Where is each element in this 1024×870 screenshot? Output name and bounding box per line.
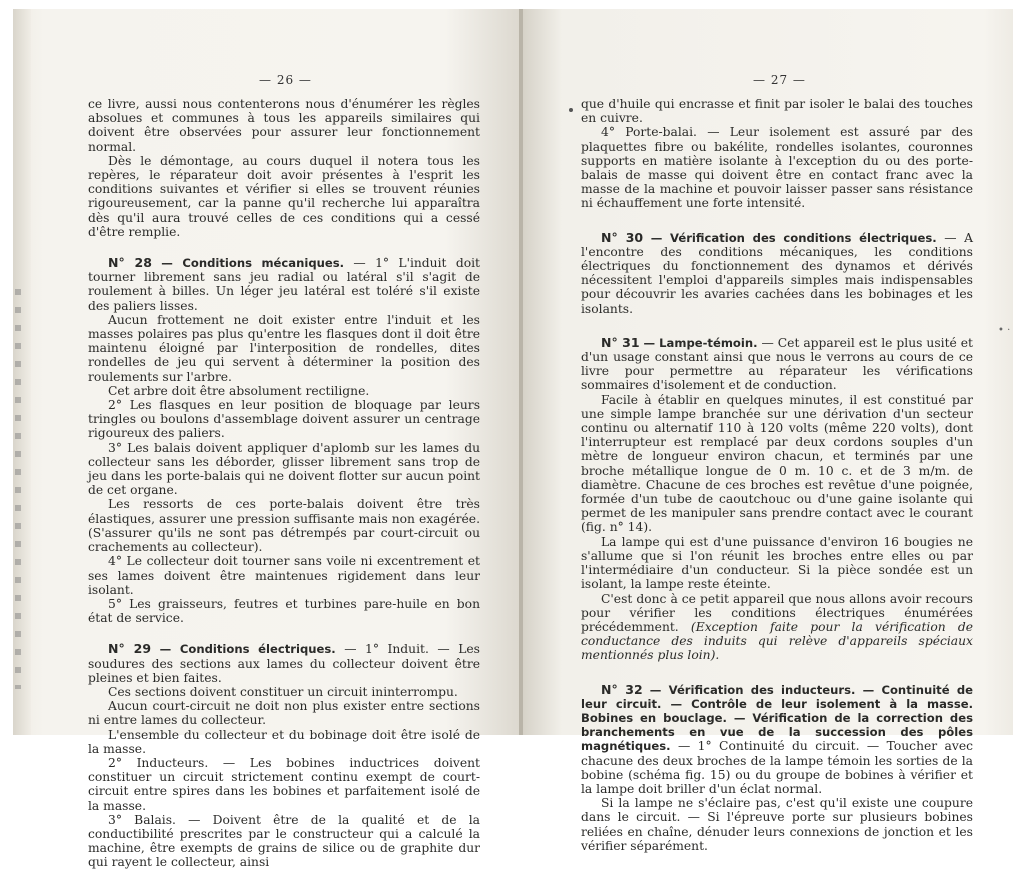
section-number: N° 29 (108, 641, 152, 657)
paragraph: 2° Inducteurs. — Les bobines inductrices doivent constituer un circuit strictement continu exempt de court-circuit entre spires dans les bobines et parfaitement isolé de la masse. (88, 755, 480, 813)
section-29-intro (88, 642, 480, 685)
section-text: — Cet appareil est le plus usité et d'un usage constant ainsi que nous le verrons au cours de ce livre pour permettre au réparateur les vérifications sommaires d'isolement et de conduction. (581, 335, 973, 393)
paragraph: Facile à établir en quelques minutes, il est constitué par une simple lampe branchée sur une dérivation d'un secteur continu ou alternatif 110 à 120 volts (même 220 volts), dont l'interrupteur est remplacé par deux cordons souples d'un mètre de longueur environ chacun, et terminés par une broche métallique longue de 0 m. 10 c. et de 3 m/m. de diamètre. Chacune de ces broches est revêtue d'une poignée, formée d'un tube de caoutchouc ou d'une gaine isolante qui permet de les manipuler sans prendre contact avec le courant (fig. n° 14). (581, 392, 973, 535)
section-number: N° 32 (601, 681, 643, 697)
paragraph: L'ensemble du collecteur et du bobinage doit être isolé de la masse. (88, 727, 480, 756)
section-number: N° 30 (601, 229, 644, 245)
paragraph: Cet arbre doit être absolument rectiligne. (108, 383, 370, 398)
paragraph: 4° Porte-balai. — Leur isolement est assuré par des plaquettes fibre ou bakélite, rondelles isolantes, couronnes supports en matière isolante à l'exception du ou des porte-balais de masse qui doivent être en contact franc avec la masse de la machine et pouvoir laisser passer sans résistance ni échauffement une forte intensité. (581, 125, 973, 211)
paragraph: La lampe qui est d'une puissance d'environ 16 bougies ne s'allume que si l'on réunit les broches entre elles ou par l'intermédiaire d'un conducteur. Si la pièce sondée est un isolant, la lampe reste éteinte. (581, 534, 973, 592)
paragraph: Si la lampe ne s'éclaire pas, c'est qu'il existe une coupure dans le circuit. — Si l'épreuve porte sur plusieurs bobines reliées en chaîne, dénuder leurs connexions de jonction et les vérifier séparément. (581, 796, 973, 853)
ink-dot (569, 108, 573, 112)
paragraph (581, 592, 973, 663)
left-page (13, 9, 521, 870)
page-number: — 26 — (259, 73, 312, 87)
section-text: — A l'encontre des conditions mécaniques, les conditions électriques du fonctionnement des dynamos et dérivés nécessitent l'emploi d'appareils simples mais indispensables pour découvrir les avaries cachées dans les bobinages et les isolants. (581, 230, 973, 316)
section-30-intro (581, 231, 973, 316)
ink-specks: • · (998, 325, 1011, 336)
right-text-column (581, 97, 973, 853)
paragraph: 3° Balais. — Doivent être de la qualité et de la conductibilité prescrites par le constructeur qui a calculé la machine, être exempts de grains de silice ou de graphite dur qui rayent le collecteur, ainsi (88, 812, 480, 870)
section-number: N° 31 (601, 334, 640, 350)
paragraph: Les ressorts de ces porte-balais doivent être très élastiques, assurer une pression suffisante mais non exagérée. (S'assurer qu'ils ne sont pas détrempés par court-circuit ou crachements au collecteur). (88, 497, 480, 555)
paragraph: 2° Les flasques en leur position de bloquage par leurs tringles ou boulons d'assemblage doivent assurer un centrage rigoureux des paliers. (88, 398, 480, 441)
paragraph: Aucun court-circuit ne doit non plus exister entre sections ni entre lames du collecteur. (88, 699, 480, 728)
section-text: — 1° Induit. — Les soudures des sections aux lames du collecteur doivent être pleines et bien faites. (88, 642, 480, 685)
left-text-column (88, 97, 480, 870)
paragraph: 3° Les balais doivent appliquer d'aplomb sur les lames du collecteur sans les déborder, glisser librement sans trop de jeu dans les porte-balais qui ne doivent flotter sur aucun point de cet organe. (88, 440, 480, 498)
paragraph: 5° Les graisseurs, feutres et turbines pare-huile en bon état de service. (88, 596, 480, 626)
book-spread (13, 9, 1013, 870)
paragraph: Ces sections doivent constituer un circuit ininterrompu. (108, 684, 458, 699)
section-title: — Conditions mécaniques. (161, 256, 345, 271)
section-text: — 1° Continuité du circuit. — Toucher avec chacune des deux broches de la lampe témoin les sorties de la bobine (schéma fig. 15) ou du groupe de bobines à vérifier et la lampe doit briller d'un éclat normal. (581, 739, 973, 796)
paragraph-text: C'est donc à ce petit appareil que nous allons avoir recours pour vérifier les conditions électriques énumérées précédemment. (581, 591, 973, 634)
section-number: N° 28 (108, 255, 152, 271)
section-28-intro (88, 256, 480, 313)
page-number: — 27 — (753, 73, 806, 87)
section-title: — Vérification des inducteurs. — Continuité de leur circuit. — Contrôle de leur isolement à la masse. Bobines en bouclage. — Vérification de la correction des branchements en vue de la succession des pôles magnétiques. (581, 682, 973, 754)
paragraph: ce livre, aussi nous contenterons nous d'énumérer les règles absolues et communes à tous les appareils similaires qui doivent être observées pour assurer leur fonctionnement normal. (88, 97, 480, 154)
section-title: — Vérification des conditions électriques. (650, 230, 937, 245)
margin-marks (15, 289, 21, 689)
paragraph: Dès le démontage, au cours duquel il notera tous les repères, le réparateur doit avoir présentes à l'esprit les conditions suivantes et vérifier si elles se trouvent réunies rigoureusement, car la panne qu'il recherche lui apparaîtra dès qu'il aura trouvé celles de ces conditions qui a cessé d'être remplie. (88, 153, 480, 239)
right-page (523, 9, 1013, 853)
section-title: — Conditions électriques. (159, 642, 336, 657)
paragraph-italic: (Exception faite pour la vérification de conductance des induits qui relève d'appareils spéciaux mentionnés plus loin). (581, 619, 973, 663)
section-31-intro (581, 336, 973, 393)
paragraph: Aucun frottement ne doit exister entre l'induit et les masses polaires pas plus qu'entre les flasques dont il doit être maintenu éloigné par l'interposition de rondelles, dites rondelles de jeu qui servent à déterminer la position des roulements sur l'arbre. (88, 312, 480, 384)
section-32-intro (581, 683, 973, 797)
paragraph: que d'huile qui encrasse et finit par isoler le balai des touches en cuivre. (581, 97, 973, 126)
paragraph: 4° Le collecteur doit tourner sans voile ni excentrement et ses lames doivent être maintenues rigidement dans leur isolant. (88, 554, 480, 597)
section-text: — 1° L'induit doit tourner librement sans jeu radial ou latéral s'il s'agit de roulement à billes. Un léger jeu latéral est toléré s'il existe des paliers lisses. (88, 256, 480, 313)
section-title: — Lampe-témoin. (643, 335, 758, 350)
